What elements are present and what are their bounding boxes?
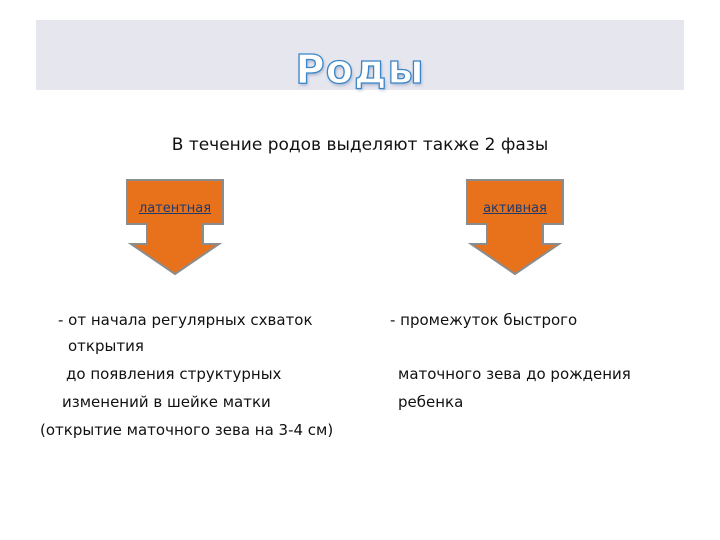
phase-active-callout: [465, 178, 565, 278]
phase-active-label: активная: [483, 201, 547, 216]
active-desc-line-2: маточного зева до рождения: [398, 365, 631, 383]
latent-desc-line-2: открытия: [68, 337, 144, 355]
latent-desc-line-3: до появления структурных: [66, 365, 282, 383]
phase-latent-callout: [125, 178, 225, 278]
active-desc-line-1: - промежуток быстрого: [390, 311, 578, 329]
latent-desc-line-5: (открытие маточного зева на 3-4 см): [40, 421, 334, 439]
title-band: [36, 20, 684, 93]
slide-title: Роды: [295, 47, 425, 93]
down-arrow-callout-shape: [125, 178, 225, 278]
phase-latent-label: латентная: [138, 201, 212, 216]
latent-desc-line-4: изменений в шейке матки: [62, 393, 271, 411]
active-desc-line-3: ребенка: [398, 393, 464, 411]
down-arrow-callout-shape: [465, 178, 565, 278]
slide-subtitle: В течение родов выделяют также 2 фазы: [171, 135, 549, 155]
latent-desc-line-1: - от начала регулярных схваток: [58, 311, 313, 329]
